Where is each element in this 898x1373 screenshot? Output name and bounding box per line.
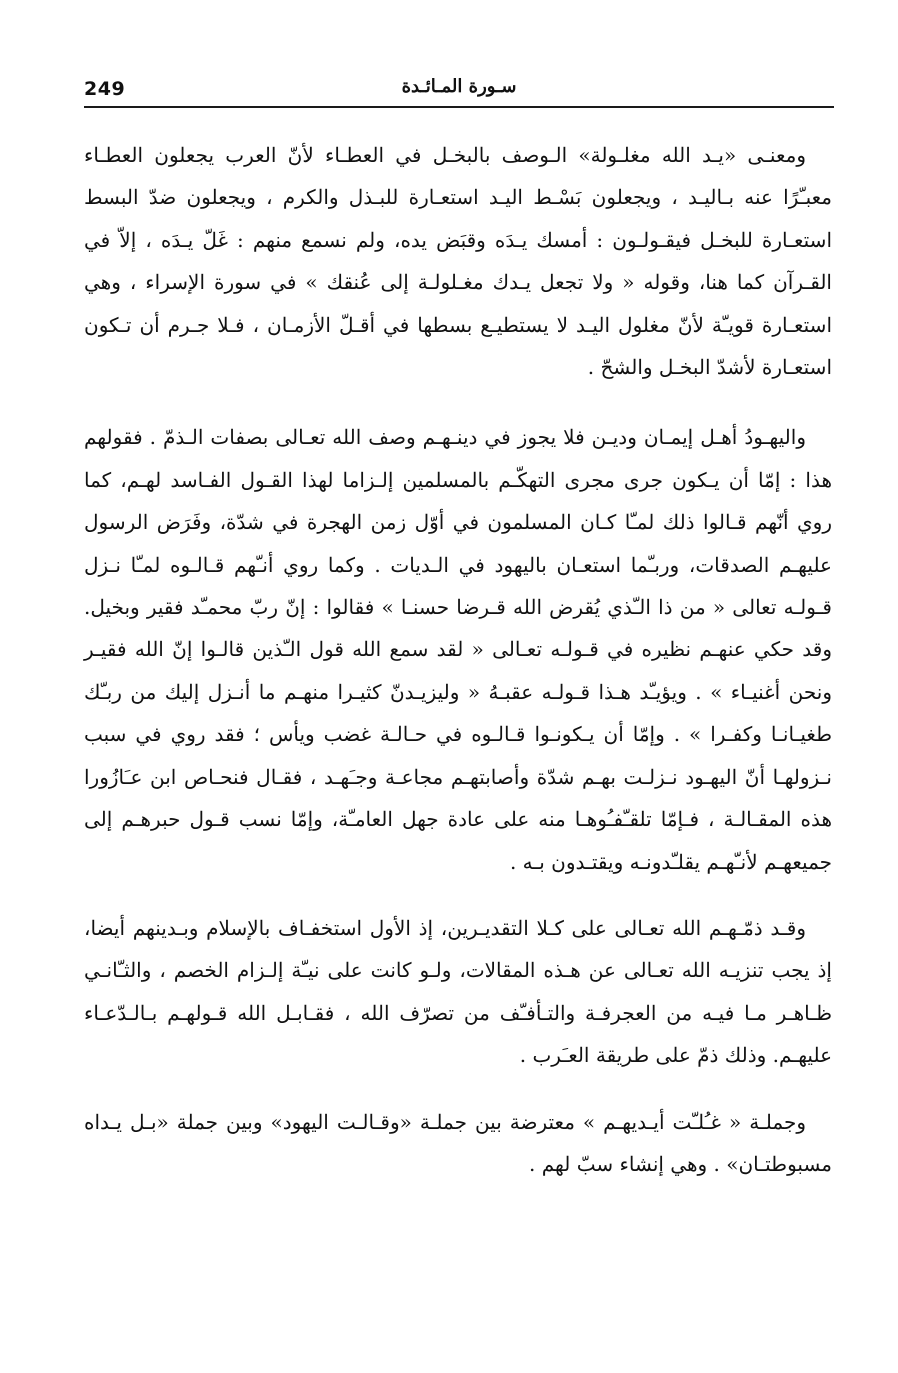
- paragraph-2: واليهـودُ أهـل إيمـان وديـن فلا يجوز في دينـهـم وصف الله تعـالى بصفات الـذمّ . فقولهم هذا : إمّا أن يـكون جرى مجرى التهكّـم بالمسلمين إلـزاما لهذا القـول الفـاسد لهـم، كما روي أنّهم قـالوا ذلك لمـّا كـان المسلمون في أوّل زمن الهجرة في شدّة، وفَرَض الرسول عليهـم الصدقات، وربـّما استعـان باليهود في الـديات . وكما روي أنـّهم قـالـوه لمـّا نـزل قـولـه تعالى « من ذا الـّذي يُقرض الله قـرضا حسنـا » فقالوا : إنّ ربّ محمـّد فقير وبخيل. وقد حكي عنهـم نظيره في قـولـه تعـالى « لقد سمع الله قول الـّذين قالـوا إنّ الله فقيـر ونحن أغنيـاء » . ويؤيـّد هـذا قـولـه عقبـهُ « وليزيـدنّ كثيـرا منهـم ما أنـزل إليك من ربـّك طغيـانـا وكفـرا » . وإمّا أن يـكونـوا قـالـوه في حـالـة غضب ويأس ؛ فقد روي في سبب نـزولهـا أنّ اليهـود نـزلـت بهـم شدّة وأصابتهـم مجاعـة وجـَهـد ، فقـال فنحـاص ابن عـَازُورا هذه المقـالـة ، فـإمّا تلقـّفـُوهـا منه على عادة جهل العامـّة، وإمّا نسب قـول حبرهـم إلى جميعهـم لأنـّهـم يقلـّدونـه ويقتـدون بـه .: [84, 425, 832, 874]
- running-header: [84, 74, 832, 108]
- body-text: [84, 134, 832, 1185]
- paragraph-4: وجملـة « غـُلـّت أيـديهـم » معترضة بين جملـة «وقـالـت اليهود» وبين جملة «بـل يـداه مسبوطتـان» . وهي إنشاء سبّ لهم .: [84, 1109, 832, 1176]
- paragraph-1: ومعنـى «يـد الله مغلـولة» الـوصف بالبخـل في العطـاء لأنّ العرب يجعلون العطـاء معبـّرًا عنه بـاليـد ، ويجعلون بَسْـط اليـد استعـارة للبـذل والكرم ، ويجعلون ضدّ البسط استعـارة للبخـل فيقـولـون : أمسك يـدَه وقبَض يده، ولم نسمع منهم : غَلّ يـدَه ، إلاّ في القـرآن كما هنا، وقوله « ولا تجعل يـدك مغـلولـة إلى عُنقك » في سورة الإسراء ، وهي استعـارة قويـّة لأنّ مغلول اليـد لا يستطيـع بسطها في أقـلّ الأزمـان ، فـلا جـرم أن تـكون استعـارة لأشدّ البخـل والشحّ .: [84, 143, 833, 380]
- surah-title: سـورة المـائـدة: [401, 76, 517, 97]
- header-rule: [84, 106, 834, 108]
- page-number: 249: [84, 78, 126, 100]
- paragraph-3: وقـد ذمّـهـم الله تعـالى على كـلا التقديـرين، إذ الأول استخفـاف بالإسلام وبـدينهم أيضا، إذ يجب تنزيـه الله تعـالى عن هـذه المقالات، ولـو كانت على نيـّة إلـزام الخصم ، والثـّانـي ظـاهـر مـا فيـه من العجرفـة والتـأفـّف من تصرّف الله ، فقـابـل الله قـولهـم بـالـدّعـاء عليهـم. وذلك ذمّ على طريقة العـَرب .: [84, 915, 832, 1068]
